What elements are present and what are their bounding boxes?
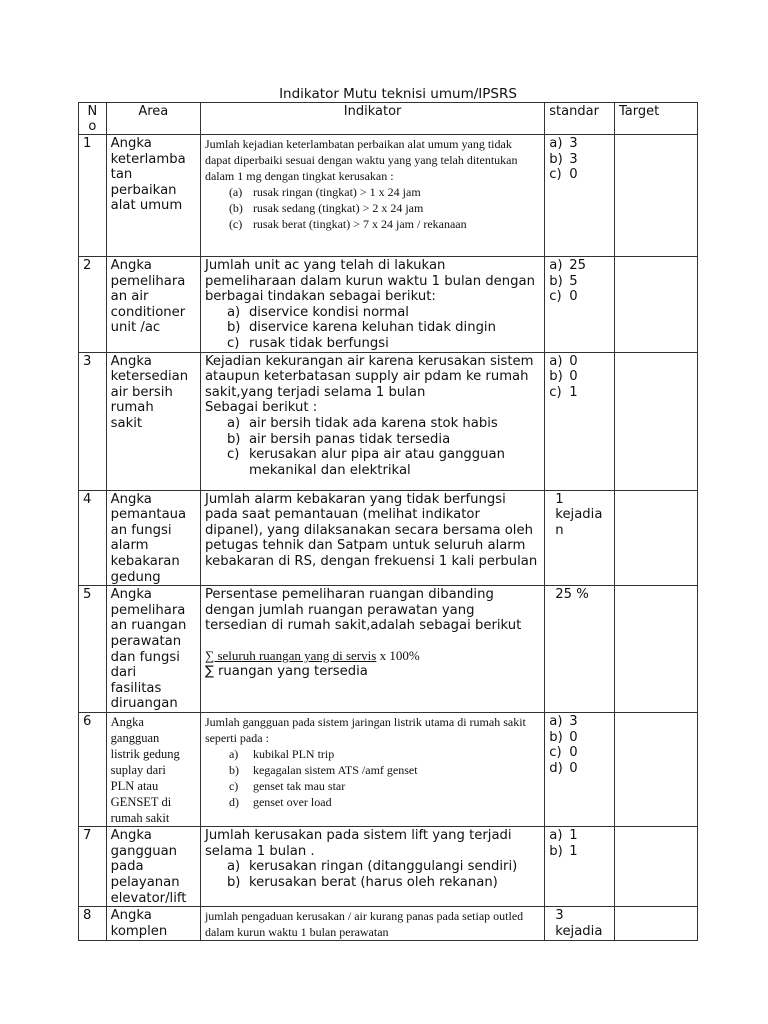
indicator-list: [205, 416, 540, 478]
area-cell: Angka ketersedian air bersih rumah sakit: [106, 352, 200, 490]
list-marker: a): [549, 714, 563, 730]
area-cell: Angka gangguan pada pelayanan elevator/lift: [106, 827, 200, 907]
area-cell: Angka pemelihara an ruangan perawatan dan fungsi dari fasilitas diruangan: [106, 586, 200, 713]
standar-list: [549, 714, 610, 776]
list-item: [549, 730, 610, 746]
formula-denominator: ∑ ruangan yang tersedia: [204, 663, 368, 679]
header-standar: standar: [545, 103, 615, 135]
list-item: [549, 289, 610, 305]
list-marker: a): [549, 828, 563, 844]
list-item-text: diservice kondisi normal: [248, 304, 409, 320]
standar-list: [549, 258, 610, 305]
indicator-list: [205, 859, 540, 890]
target-cell: [614, 586, 697, 713]
list-marker: (b): [228, 201, 243, 215]
row-number: 8: [79, 907, 107, 941]
list-item: [549, 136, 610, 152]
list-item: [227, 875, 540, 891]
indicator-cell: [200, 352, 544, 490]
list-item: [227, 336, 540, 352]
standar-value: 1: [569, 384, 578, 400]
list-marker: b): [549, 151, 563, 167]
formula-multiplier: x 100%: [379, 647, 420, 663]
list-item: [229, 184, 540, 200]
list-item-text: genset over load: [252, 795, 332, 810]
list-item-text: kegagalan sistem ATS /amf genset: [252, 763, 418, 778]
list-item: [229, 200, 540, 216]
standar-value: 0: [569, 289, 578, 305]
list-marker: b): [228, 763, 239, 778]
area-cell: Angka komplen: [106, 907, 200, 941]
list-item: [549, 167, 610, 183]
list-marker: c): [549, 289, 562, 305]
standar-value: 0: [569, 729, 578, 745]
list-item: [227, 416, 540, 432]
indicator-list: [205, 305, 540, 352]
standar-value: 3: [569, 714, 578, 730]
list-marker: c): [549, 167, 562, 183]
header-target: Target: [614, 103, 697, 135]
list-marker: d): [549, 760, 563, 776]
list-marker: c): [226, 335, 240, 351]
list-item: [229, 216, 540, 232]
list-item-text: kerusakan berat (harus oleh rekanan): [248, 874, 498, 890]
row-number: 2: [79, 257, 107, 353]
list-item: [229, 794, 540, 810]
area-cell: Angka keterlamba tan perbaikan alat umum: [106, 135, 200, 257]
list-item-text: rusak sedang (tingkat) > 2 x 24 jam: [252, 201, 424, 215]
standar-cell: [545, 135, 615, 257]
list-item: [227, 320, 540, 336]
list-item-text: rusak tidak berfungsi: [248, 335, 389, 351]
list-marker: a): [228, 747, 239, 762]
list-item: [549, 828, 610, 844]
standar-value: 0: [569, 167, 578, 183]
list-item-text: air bersih tidak ada karena stok habis: [248, 415, 498, 431]
target-cell: [614, 827, 697, 907]
standar-value: 3: [569, 136, 578, 151]
list-item: [229, 762, 540, 778]
table-row: [79, 135, 698, 257]
table-row: [79, 352, 698, 490]
standar-value: 1: [569, 843, 578, 859]
table-header-row: [79, 103, 698, 135]
indicator-cell: [200, 713, 544, 827]
standar-value: 5: [569, 273, 578, 289]
standar-cell: 1 kejadia n: [545, 490, 615, 586]
indicator-text: Jumlah unit ac yang telah di lakukan pemeliharaan dalam kurun waktu 1 bulan dengan berbagai tindakan sebagai berikut:: [204, 258, 535, 305]
area-cell: Angka pemantaua an fungsi alarm kebakaran gedung: [106, 490, 200, 586]
standar-value: 0: [569, 745, 578, 761]
list-marker: b): [549, 369, 563, 385]
list-marker: b): [549, 729, 563, 745]
table-row: [79, 713, 698, 827]
target-cell: [614, 490, 697, 586]
document-title: Indikator Mutu teknisi umum/IPSRS: [279, 86, 517, 102]
standar-value: 25: [569, 258, 587, 273]
list-item: [549, 258, 610, 274]
list-marker: c): [228, 779, 239, 794]
table-row: [79, 827, 698, 907]
list-item-text: kubikal PLN trip: [252, 747, 335, 762]
standar-cell: 3 kejadia: [545, 907, 615, 941]
standar-cell: [545, 713, 615, 827]
list-marker: a): [549, 258, 563, 273]
list-marker: b): [549, 843, 563, 859]
list-marker: a): [226, 859, 241, 875]
list-marker: a): [549, 136, 563, 151]
list-item: [549, 385, 610, 401]
list-marker: a): [226, 304, 241, 320]
list-marker: b): [549, 273, 563, 289]
standar-list: [549, 828, 610, 859]
row-number: 3: [79, 352, 107, 490]
list-item-text: air bersih panas tidak tersedia: [248, 431, 451, 447]
list-item-text: rusak ringan (tingkat) > 1 x 24 jam: [252, 185, 421, 199]
list-item: [549, 714, 610, 730]
standar-list: [549, 136, 610, 183]
list-item: [227, 305, 540, 321]
list-marker: b): [226, 431, 241, 447]
standar-value: 0: [569, 369, 578, 385]
list-marker: a): [549, 353, 563, 369]
row-number: 5: [79, 586, 107, 713]
standar-value: 3: [569, 151, 578, 167]
target-cell: [614, 257, 697, 353]
indicator-text: Persentase pemeliharan ruangan dibanding dengan jumlah ruangan perawatan yang tersedian di rumah sakit,adalah sebagai berikut: [204, 587, 522, 634]
list-item: [227, 859, 540, 875]
list-marker: d): [228, 795, 239, 810]
list-item: [549, 274, 610, 290]
list-marker: b): [226, 874, 241, 890]
standar-value: 0: [569, 760, 578, 776]
indicator-text: Kejadian kekurangan air karena kerusakan sistem ataupun keterbatasan supply air pdam ke rumah sakit,yang terjadi selama 1 bulan Sebagai berikut :: [204, 353, 534, 416]
area-cell: Angka gangguan listrik gedung suplay dari PLN atau GENSET di rumah sakit: [106, 713, 200, 827]
list-item: [549, 844, 610, 860]
list-marker: c): [549, 745, 562, 761]
standar-cell: [545, 257, 615, 353]
list-item-text: rusak berat (tingkat) > 7 x 24 jam / rekanaan: [252, 217, 467, 231]
indicator-cell: [200, 586, 544, 713]
table-row: [79, 586, 698, 713]
header-area: Area: [106, 103, 200, 135]
indicator-cell: [200, 827, 544, 907]
list-item: [549, 761, 610, 777]
target-cell: [614, 135, 697, 257]
standar-value: 1: [569, 828, 578, 844]
list-item: [229, 746, 540, 762]
list-item-text: kerusakan alur pipa air atau gangguan mekanikal dan elektrikal: [248, 447, 505, 478]
list-marker: (c): [228, 217, 243, 231]
indicator-cell: [200, 257, 544, 353]
indicator-table: [78, 102, 698, 941]
list-item: [549, 354, 610, 370]
target-cell: [614, 907, 697, 941]
target-cell: [614, 713, 697, 827]
standar-value: 0: [569, 353, 578, 369]
standar-cell: [545, 827, 615, 907]
indicator-text: Jumlah gangguan pada sistem jaringan listrik utama di rumah sakit seperti pada :: [204, 715, 526, 746]
row-number: 4: [79, 490, 107, 586]
list-item-text: diservice karena keluhan tidak dingin: [248, 320, 496, 336]
list-marker: b): [226, 320, 241, 336]
indicator-cell: Jumlah alarm kebakaran yang tidak berfungsi pada saat pemantauan (melihat indikator dipanel), yang dilaksanakan secara bersama oleh petugas tehnik dan Satpam untuk seluruh alarm kebakaran di RS, dengan frekuensi 1 kali perbulan: [200, 490, 544, 586]
row-number: 6: [79, 713, 107, 827]
standar-cell: [545, 352, 615, 490]
indicator-text: Jumlah kerusakan pada sistem lift yang terjadi selama 1 bulan .: [204, 828, 512, 859]
indicator-list: [205, 184, 540, 232]
standar-list: [549, 354, 610, 401]
header-no: N o: [79, 103, 107, 135]
formula-numerator: ∑ seluruh ruangan yang di servis: [204, 647, 377, 663]
table-row: [79, 257, 698, 353]
target-cell: [614, 352, 697, 490]
list-marker: a): [226, 415, 241, 431]
table-row: [79, 490, 698, 586]
formula-numerator-line: [205, 648, 540, 664]
list-item-text: kerusakan ringan (ditanggulangi sendiri): [248, 859, 518, 875]
list-marker: (a): [228, 185, 243, 199]
list-item: [549, 745, 610, 761]
header-indikator: Indikator: [200, 103, 544, 135]
list-item: [227, 447, 540, 478]
row-number: 7: [79, 827, 107, 907]
indicator-cell: [200, 135, 544, 257]
list-marker: c): [549, 384, 562, 400]
list-item: [227, 432, 540, 448]
list-item: [549, 369, 610, 385]
area-cell: Angka pemelihara an air conditioner unit /ac: [106, 257, 200, 353]
row-number: 1: [79, 135, 107, 257]
indicator-cell: jumlah pengaduan kerusakan / air kurang panas pada setiap outled dalam kurun waktu 1 bulan perawatan: [200, 907, 544, 941]
table-row: [79, 907, 698, 941]
indicator-list: [205, 746, 540, 810]
list-item: [229, 778, 540, 794]
list-marker: c): [226, 447, 240, 463]
standar-cell: 25 %: [545, 586, 615, 713]
list-item: [549, 152, 610, 168]
indicator-text: Jumlah kejadian keterlambatan perbaikan alat umum yang tidak dapat diperbaiki sesuai dengan waktu yang yang telah ditentukan dalam 1 mg dengan tingkat kerusakan :: [204, 137, 518, 183]
list-item-text: genset tak mau star: [252, 779, 346, 794]
